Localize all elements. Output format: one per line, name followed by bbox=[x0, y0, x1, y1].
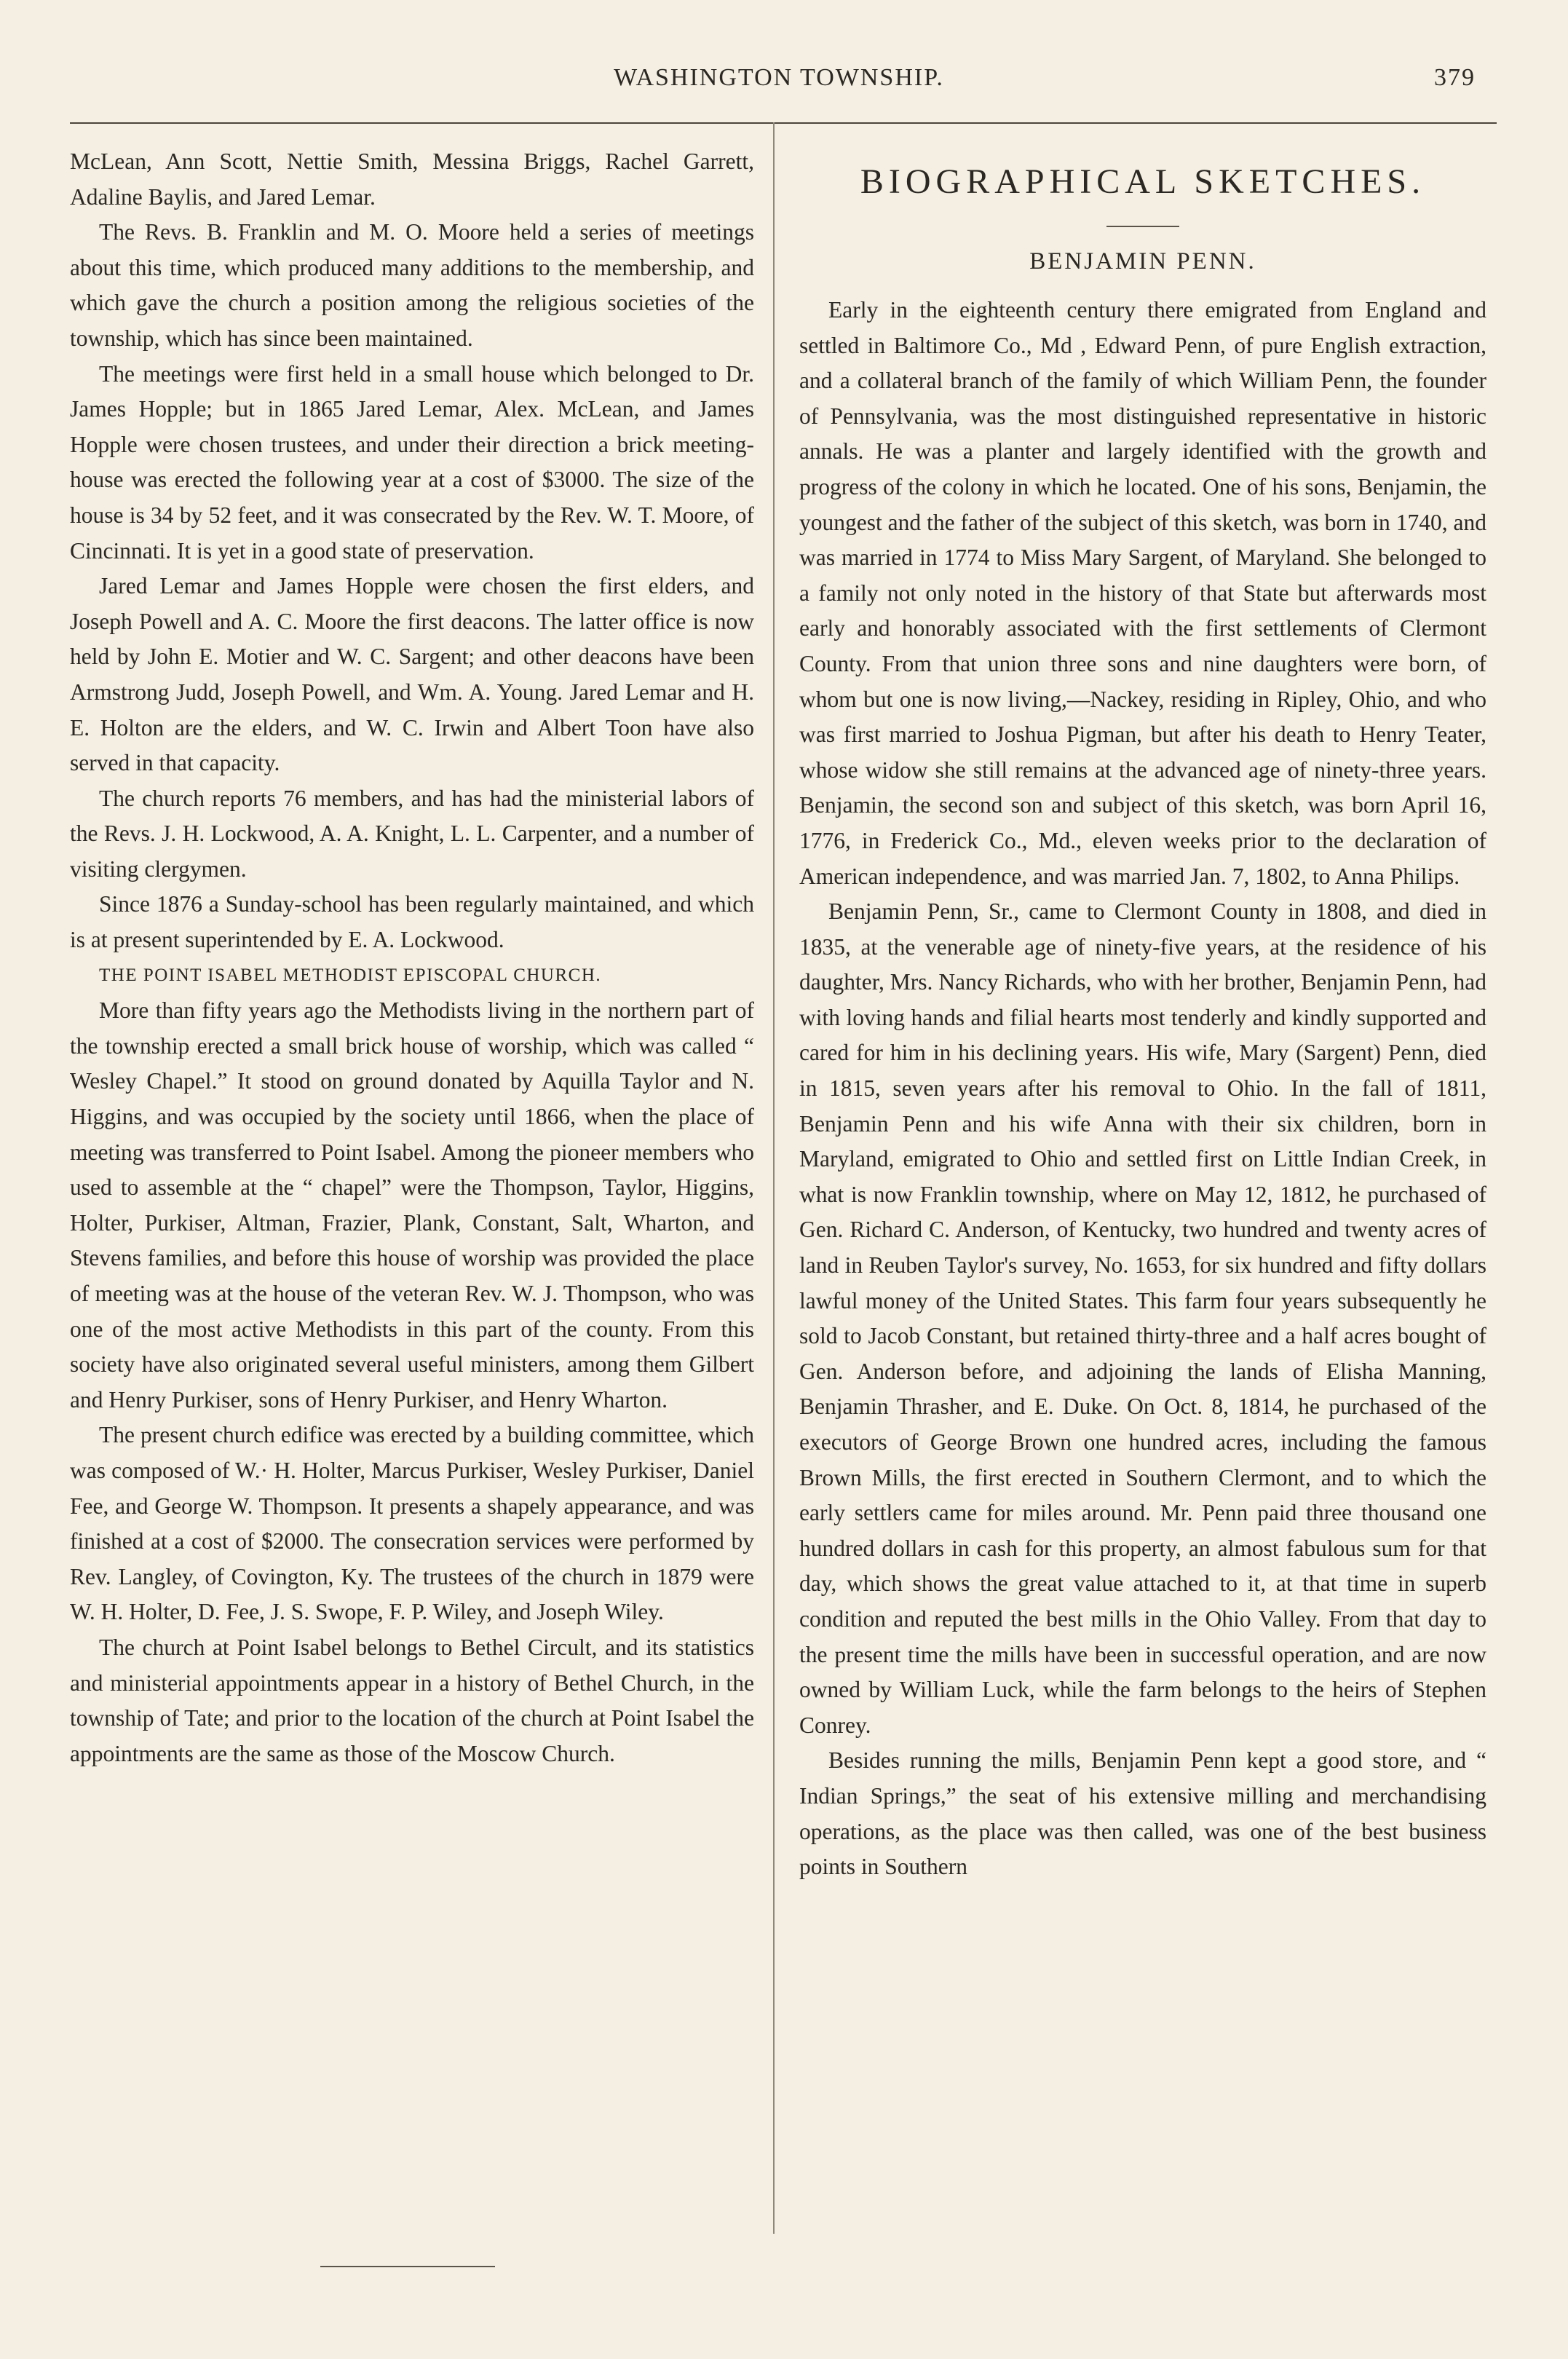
paragraph: More than fifty years ago the Methodists living in the northern part of the township erected a small brick house of worship, which was called “ Wesley Chapel.” It stood on ground donated by Aquilla Taylor and N. Higgins, and was occupied by the society until 1866, when the place of meeting was transferred to Point Isabel. Among the pioneer members who used to assemble at the “ chapel” were the Thompson, Taylor, Higgins, Holter, Purkiser, Altman, Frazier, Plank, Constant, Salt, Wharton, and Stevens families, and before this house of worship was provided the place of meeting was at the house of the veteran Rev. W. J. Thompson, who was one of the most active Methodists in this part of the county. From this society have also originated several useful ministers, among them Gilbert and Henry Purkiser, sons of Henry Purkiser, and Henry Wharton. bbox=[70, 997, 754, 1412]
page-header bbox=[0, 57, 1568, 108]
sketch-title: BENJAMIN PENN. bbox=[1029, 248, 1256, 274]
paragraph: Besides running the mills, Benjamin Penn kept a good store, and “ Indian Springs,” the seat of his extensive milling and merchandising operations, as the place was then called, was one of the best business points in Southern bbox=[799, 1747, 1486, 1880]
paragraph: Early in the eighteenth century there emigrated from England and settled in Baltimore Co., Md , Edward Penn, of pure English extraction, and a collateral branch of the family of which William Penn, the founder of Pennsylvania, was the most distinguished representative in historic annals. He was a planter and largely identified with the growth and progress of the colony in which he located. One of his sons, Benjamin, the youngest and the father of the subject of this sketch, was born in 1740, and was married in 1774 to Miss Mary Sargent, of Maryland. She belonged to a family not only noted in the history of that State but afterwards most early and honorably associated with the first settlements of Clermont County. From that union three sons and nine daughters were born, of whom but one is now living,—Nackey, residing in Ripley, Ohio, and who was first married to Joshua Pigman, but after his death to Henry Teater, whose widow she still remains at the advanced age of ninety-three years. Benjamin, the second son and subject of this sketch, was born April 16, 1776, in Frederick Co., Md., eleven weeks prior to the declaration of American independence, and was married Jan. 7, 1802, to Anna Philips. bbox=[799, 297, 1486, 889]
paragraph: McLean, Ann Scott, Nettie Smith, Messina Briggs, Rachel Garrett, Adaline Baylis, and Jared Lemar. bbox=[70, 149, 754, 210]
paragraph: The church at Point Isabel belongs to Bethel Circult, and its statistics and ministerial appointments appear in a history of Bethel Church, in the township of Tate; and prior to the location of the church at Point Isabel the appointments are the same as those of the Moscow Church. bbox=[70, 1634, 754, 1766]
title-rule bbox=[1106, 226, 1179, 227]
right-column bbox=[799, 144, 1486, 1885]
page-number: 379 bbox=[1434, 64, 1476, 91]
section-subheading: THE POINT ISABEL METHODIST EPISCOPAL CHURCH. bbox=[99, 965, 602, 985]
paragraph: The church reports 76 members, and has had the ministerial labors of the Revs. J. H. Lockwood, A. A. Knight, L. L. Carpenter, and a number of visiting clergymen. bbox=[70, 785, 754, 882]
left-column bbox=[70, 144, 754, 1771]
column-divider bbox=[773, 122, 775, 2234]
paragraph: The Revs. B. Franklin and M. O. Moore held a series of meetings about this time, which produced many additions to the membership, and which gave the church a position among the religious societies of the township, which has since been maintained. bbox=[70, 219, 754, 351]
header-rule bbox=[70, 122, 1497, 124]
paragraph: The present church edifice was erected by a building committee, which was composed of W.· H. Holter, Marcus Purkiser, Wesley Purkiser, Daniel Fee, and George W. Thompson. It presents a shapely appearance, and was finished at a cost of $2000. The consecration services were performed by Rev. Langley, of Covington, Ky. The trustees of the church in 1879 were W. H. Holter, D. Fee, J. S. Swope, F. P. Wiley, and Joseph Wiley. bbox=[70, 1422, 754, 1625]
paragraph: Since 1876 a Sunday-school has been regularly maintained, and which is at present superintended by E. A. Lockwood. bbox=[70, 891, 754, 953]
paragraph: Jared Lemar and James Hopple were chosen the first elders, and Joseph Powell and A. C. Moore the first deacons. The latter office is now held by John E. Motier and W. C. Sargent; and other deacons have been Armstrong Judd, Joseph Powell, and Wm. A. Young. Jared Lemar and H. E. Holton are the elders, and W. C. Irwin and Albert Toon have also served in that capacity. bbox=[70, 573, 754, 776]
running-title: WASHINGTON TOWNSHIP. bbox=[614, 64, 944, 91]
end-rule bbox=[320, 2266, 495, 2267]
section-title: BIOGRAPHICAL SKETCHES. bbox=[860, 162, 1426, 201]
paragraph: Benjamin Penn, Sr., came to Clermont County in 1808, and died in 1835, at the venerable age of ninety-five years, at the residence of his daughter, Mrs. Nancy Richards, who with her brother, Benjamin Penn, had with loving hands and filial hearts most tenderly and kindly supported and cared for him in his declining years. His wife, Mary (Sargent) Penn, died in 1815, seven years after his removal to Ohio. In the fall of 1811, Benjamin Penn and his wife Anna with their six children, born in Maryland, emigrated to Ohio and settled first on Little Indian Creek, in what is now Franklin township, where on May 12, 1812, he purchased of Gen. Richard C. Anderson, of Kentucky, two hundred and twenty acres of land in Reuben Taylor's survey, No. 1653, for six hundred and fifty dollars lawful money of the United States. This farm four years subsequently he sold to Jacob Constant, but retained thirty-three and a half acres bought of Gen. Anderson before, and adjoining the lands of Elisha Manning, Benjamin Thrasher, and E. Duke. On Oct. 8, 1814, he purchased of the executors of George Brown one hundred acres, including the famous Brown Mills, the first erected in Southern Clermont, and to which the early settlers came for miles around. Mr. Penn paid three thousand one hundred dollars in cash for this property, an almost fabulous sum for that day, which shows the great value attached to it, at that time in superb condition and reputed the best mills in the Ohio Valley. From that day to the present time the mills have been in successful operation, and are now owned by William Luck, while the farm belongs to the heirs of Stephen Conrey. bbox=[799, 898, 1486, 1738]
paragraph: The meetings were first held in a small house which belonged to Dr. James Hopple; but in 1865 Jared Lemar, Alex. McLean, and James Hopple were chosen trustees, and under their direction a brick meeting-house was erected the following year at a cost of $3000. The size of the house is 34 by 52 feet, and it was consecrated by the Rev. W. T. Moore, of Cincinnati. It is yet in a good state of preservation. bbox=[70, 360, 754, 564]
